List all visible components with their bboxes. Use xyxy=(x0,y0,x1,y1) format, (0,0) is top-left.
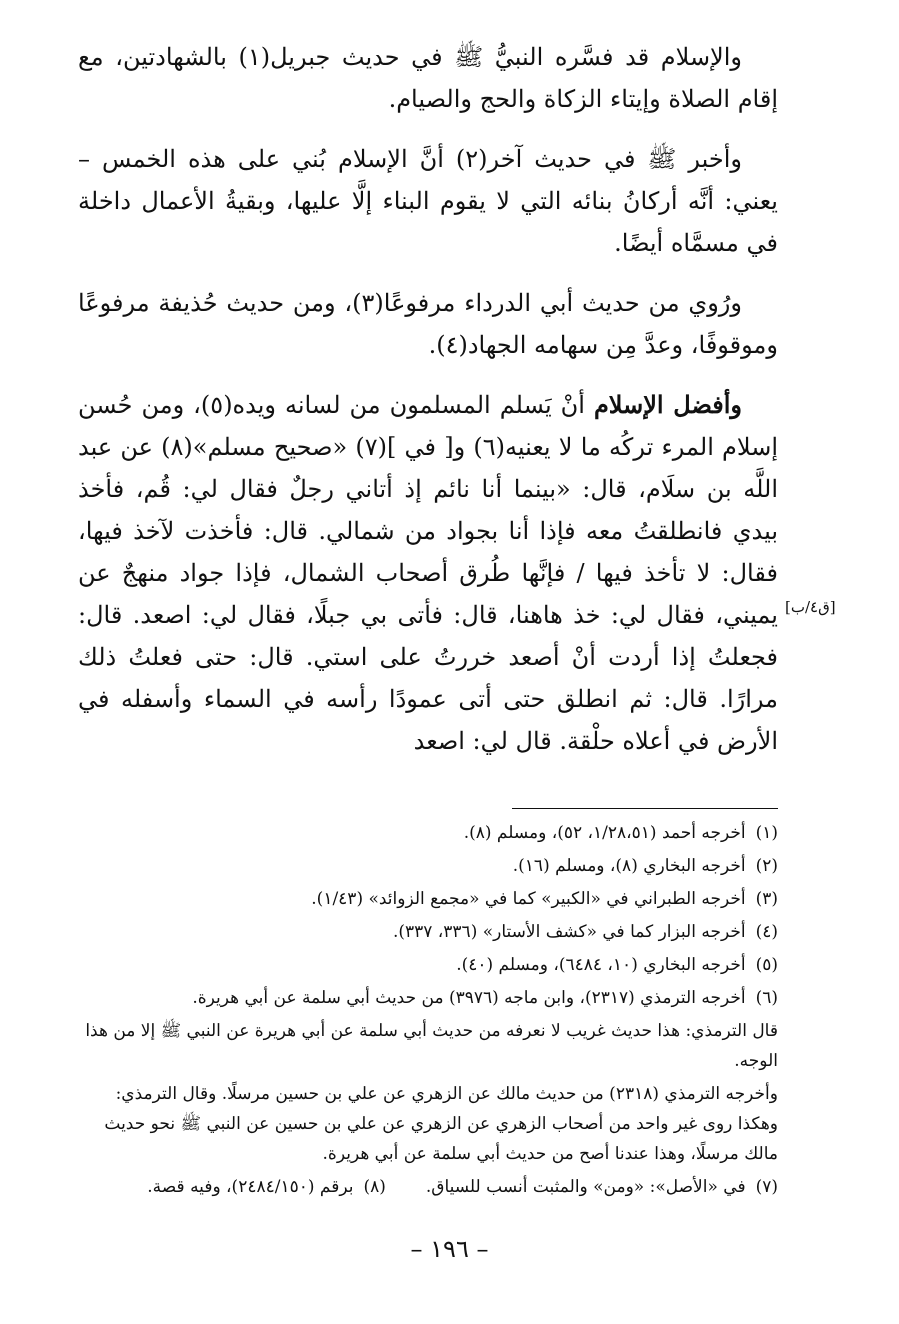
footnote-6 xyxy=(78,983,778,1013)
footnote-number: (٤) xyxy=(755,922,778,942)
footnote-text: أخرجه البخاري (٨)، ومسلم (١٦). xyxy=(512,856,746,876)
footnote-6-continuation-1: قال الترمذي: هذا حديث غريب لا نعرفه من حديث أبي سلمة عن أبي هريرة عن النبي ﷺ إلا من هذا الوجه. xyxy=(85,1021,778,1071)
main-text xyxy=(78,36,778,780)
footnote-text: أخرجه الطبراني في «الكبير» كما في «مجمع الزوائد» (١/٤٣). xyxy=(311,889,746,909)
footnote-number: (٥) xyxy=(755,955,778,975)
footnote-2 xyxy=(78,851,778,881)
page-number: – ١٩٦ – xyxy=(410,1235,489,1263)
footnote-number: (٣) xyxy=(755,889,778,909)
footnote-number: (٧) xyxy=(755,1177,778,1197)
footnote-text: برقم (٢٤٨٤/١٥٠)، وفيه قصة. xyxy=(147,1177,354,1197)
footnote-number: (٦) xyxy=(755,988,778,1008)
footnote-separator xyxy=(512,808,778,809)
footnote-text: أخرجه الترمذي (٢٣١٧)، وابن ماجه (٣٩٧٦) من حديث أبي سلمة عن أبي هريرة. xyxy=(192,988,746,1008)
paragraph-1: والإسلام قد فسَّره النبيُّ ﷺ في حديث جبريل(١) بالشهادتين، مع إقام الصلاة وإيتاء الزكاة والحج والصيام. xyxy=(78,43,778,113)
footnote-number: (٢) xyxy=(755,856,778,876)
footnote-number: (١) xyxy=(755,823,778,843)
footnote-1 xyxy=(78,818,778,848)
paragraph-3: ورُوي من حديث أبي الدرداء مرفوعًا(٣)، ومن حديث حُذيفة مرفوعًا وموقوفًا، وعدَّ مِن سهامه الجهاد(٤). xyxy=(78,289,778,359)
footnote-6-continuation-2: وأخرجه الترمذي (٢٣١٨) من حديث مالك عن الزهري عن علي بن حسين مرسلًا. وقال الترمذي: وهكذا روى غير واحد من أصحاب الزهري عن الزهري عن علي بن حسين عن النبي ﷺ نحو حديث مالك مرسلًا، وهذا عندنا أصح من حديث أبي سلمة عن أبي هريرة. xyxy=(104,1084,778,1164)
footnote-text: في «الأصل»: «ومن» والمثبت أنسب للسياق. xyxy=(425,1177,746,1197)
footnote-text: أخرجه البزار كما في «كشف الأستار» (٣٣٦، ٣٣٧). xyxy=(392,922,746,942)
paragraph-4-body: أنْ يَسلم المسلمون من لسانه ويده(٥)، ومن حُسن إسلام المرء تركُه ما لا يعنيه(٦) و[ في ](٧) «صحيح مسلم»(٨) عن عبد اللَّه بن سلَام، قال: «بينما أنا نائم إذ أتاني رجلٌ فقال لي: قُم، فأخذ بيدي فانطلقتُ معه فإذا أنا بجواد من شمالي. قال: فأخذت لآخذ فيها، فقال: لا تأخذ فيها / فإنَّها طُرق أصحاب الشمال، فإذا جواد منهجٌ عن يميني، فقال لي: خذ هاهنا، قال: فأتى بي جبلًا، فقال لي: اصعد. قال: فجعلتُ إذا أردت أنْ أصعد خررتُ على استي. قال: حتى فعلتُ ذلك مرارًا. قال: ثم انطلق حتى أتى عمودًا رأسه في السماء وأسفله في الأرض في أعلاه حلْقة. قال لي: اصعد xyxy=(78,391,779,755)
manuscript-folio-marker: [ق٤/ب] xyxy=(785,598,836,616)
footnote-7-8 xyxy=(78,1172,778,1202)
footnote-5 xyxy=(78,950,778,980)
footnote-text: أخرجه أحمد (١/٢٨،٥١، ٥٢)، ومسلم (٨). xyxy=(463,823,746,843)
footnote-text: أخرجه البخاري (١٠، ٦٤٨٤)، ومسلم (٤٠). xyxy=(456,955,746,975)
footnote-number: (٨) xyxy=(363,1177,386,1197)
paragraph-2: وأخبر ﷺ في حديث آخر(٢) أنَّ الإسلام بُني على هذه الخمس – يعني: أنَّه أركانُ بنائه التي لا يقوم البناء إلَّا عليها، وبقيةُ الأعمال داخلة في مسمَّاه أيضًا. xyxy=(78,145,778,257)
footnotes xyxy=(78,818,778,1205)
paragraph-4-lead: وأفضل الإسلام xyxy=(593,390,742,419)
paragraph-4 xyxy=(78,384,778,762)
footnote-3 xyxy=(78,884,778,914)
footnote-4 xyxy=(78,917,778,947)
